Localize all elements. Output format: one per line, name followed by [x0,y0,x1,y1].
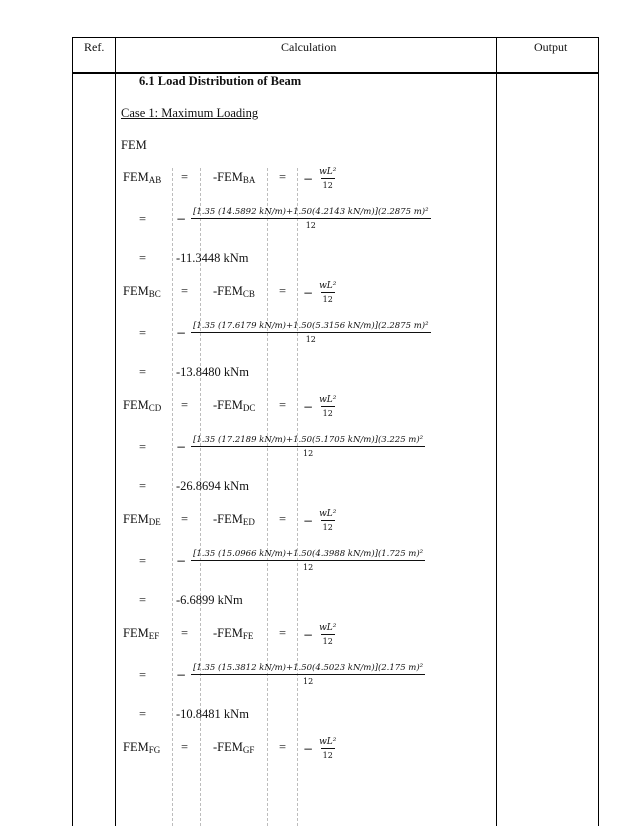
fem-right-base: -FEM [213,512,243,526]
minus-sign: − [176,211,187,226]
fem-left-base: FEM [123,512,149,526]
equals-sign: = [139,365,147,379]
minus-sign: − [176,325,187,340]
fem-right-subscript: GF [242,745,255,755]
equals-sign: = [279,398,287,412]
fem-right-subscript: ED [242,517,255,527]
expression-denominator: 12 [191,446,425,458]
expression-numerator: [1.35 (15.0966 kN/m)+1.50(4.3988 kN/m)](1.725 m)² [193,549,424,559]
fem-right-base: -FEM [213,626,243,640]
equals-sign: = [139,251,147,265]
fem-left-subscript: FG [148,745,161,755]
fem-label: FEM [121,138,147,152]
formula-denominator: 12 [321,178,335,190]
formula-denominator: 12 [321,520,335,532]
minus-sign: − [176,439,187,454]
equals-sign: = [279,512,287,526]
equals-sign: = [279,626,287,640]
fem-left-subscript: DE [148,517,161,527]
expression-numerator: [1.35 (15.3812 kN/m)+1.50(4.5023 kN/m)](2.175 m)² [193,663,424,673]
fem-right-label [213,398,255,415]
fem-left-base: FEM [123,398,149,412]
minus-sign: − [176,667,187,682]
formula-denominator: 12 [321,292,335,304]
equals-sign: = [139,212,147,226]
header-ref: Ref. [84,40,105,54]
minus-sign: − [303,285,314,300]
output-column-divider [496,37,497,826]
minus-sign: − [303,627,314,642]
formula-numerator: wL² [319,281,337,291]
fem-right-label [213,284,255,301]
generic-fem-formula [303,395,337,418]
fem-right-subscript: DC [242,403,256,413]
expanded-fem-formula [176,435,425,458]
guide-line [200,168,201,826]
header-output: Output [534,40,568,54]
equals-sign: = [181,740,189,754]
expanded-fem-formula [176,663,425,686]
guide-line [297,168,298,826]
generic-fem-formula [303,509,337,532]
fem-result: -11.3448 kNm [176,251,249,265]
minus-sign: − [303,741,314,756]
fem-left-label [123,626,159,643]
generic-fem-formula [303,737,337,760]
ref-column-divider [115,37,116,826]
expression-numerator: [1.35 (14.5892 kN/m)+1.50(4.2143 kN/m)](2.2875 m)² [193,207,429,217]
minus-sign: − [303,513,314,528]
equals-sign: = [181,398,189,412]
fem-right-base: -FEM [213,170,243,184]
minus-sign: − [303,171,314,186]
fem-right-base: -FEM [213,284,243,298]
formula-denominator: 12 [321,406,335,418]
case-title: Case 1: Maximum Loading [121,106,259,120]
generic-fem-formula [303,167,337,190]
equals-sign: = [139,326,147,340]
formula-numerator: wL² [319,737,337,747]
expression-numerator: [1.35 (17.2189 kN/m)+1.50(5.1705 kN/m)](3.225 m)² [193,435,424,445]
equals-sign: = [181,626,189,640]
equals-sign: = [139,440,147,454]
expanded-fem-formula [176,321,431,344]
fem-left-label [123,170,161,187]
equals-sign: = [139,554,147,568]
equals-sign: = [181,284,189,298]
formula-numerator: wL² [319,395,337,405]
equals-sign: = [279,740,287,754]
fem-left-subscript: AB [148,175,162,185]
minus-sign: − [176,553,187,568]
fem-right-label [213,512,255,529]
formula-numerator: wL² [319,167,337,177]
fem-left-label [123,740,160,757]
section-title: 6.1 Load Distribution of Beam [139,74,302,88]
header-calculation: Calculation [281,40,337,54]
equals-sign: = [139,593,147,607]
fem-right-subscript: BA [242,175,256,185]
expression-denominator: 12 [191,332,430,344]
fem-right-label [213,740,254,757]
expression-denominator: 12 [191,218,430,230]
fem-left-subscript: EF [148,631,160,641]
equals-sign: = [139,707,147,721]
equals-sign: = [181,512,189,526]
table-left-border [72,37,73,826]
expression-denominator: 12 [191,674,425,686]
fem-left-subscript: BC [148,289,161,299]
formula-denominator: 12 [321,748,335,760]
expression-denominator: 12 [191,560,425,572]
fem-result: -26.8694 kNm [176,479,249,493]
equals-sign: = [139,479,147,493]
table-right-border [598,37,599,826]
fem-right-label [213,170,255,187]
expanded-fem-formula [176,207,431,230]
formula-numerator: wL² [319,509,337,519]
guide-line [267,168,268,826]
expression-numerator: [1.35 (17.6179 kN/m)+1.50(5.3156 kN/m)](2.2875 m)² [193,321,429,331]
fem-left-label [123,284,161,301]
fem-left-label [123,512,161,529]
generic-fem-formula [303,281,337,304]
equals-sign: = [279,170,287,184]
equals-sign: = [139,668,147,682]
generic-fem-formula [303,623,337,646]
equals-sign: = [181,170,189,184]
fem-left-subscript: CD [148,403,162,413]
fem-left-base: FEM [123,740,149,754]
fem-result: -6.6899 kNm [176,593,243,607]
fem-result: -13.8480 kNm [176,365,249,379]
fem-left-base: FEM [123,626,149,640]
guide-line [172,168,173,826]
fem-left-label [123,398,161,415]
fem-right-subscript: FE [242,631,254,641]
fem-right-base: -FEM [213,398,243,412]
table-top-border [72,37,599,38]
fem-right-base: -FEM [213,740,243,754]
minus-sign: − [303,399,314,414]
formula-denominator: 12 [321,634,335,646]
fem-right-label [213,626,253,643]
equals-sign: = [279,284,287,298]
expanded-fem-formula [176,549,425,572]
formula-numerator: wL² [319,623,337,633]
fem-result: -10.8481 kNm [176,707,249,721]
fem-left-base: FEM [123,170,149,184]
fem-left-base: FEM [123,284,149,298]
fem-right-subscript: CB [242,289,255,299]
